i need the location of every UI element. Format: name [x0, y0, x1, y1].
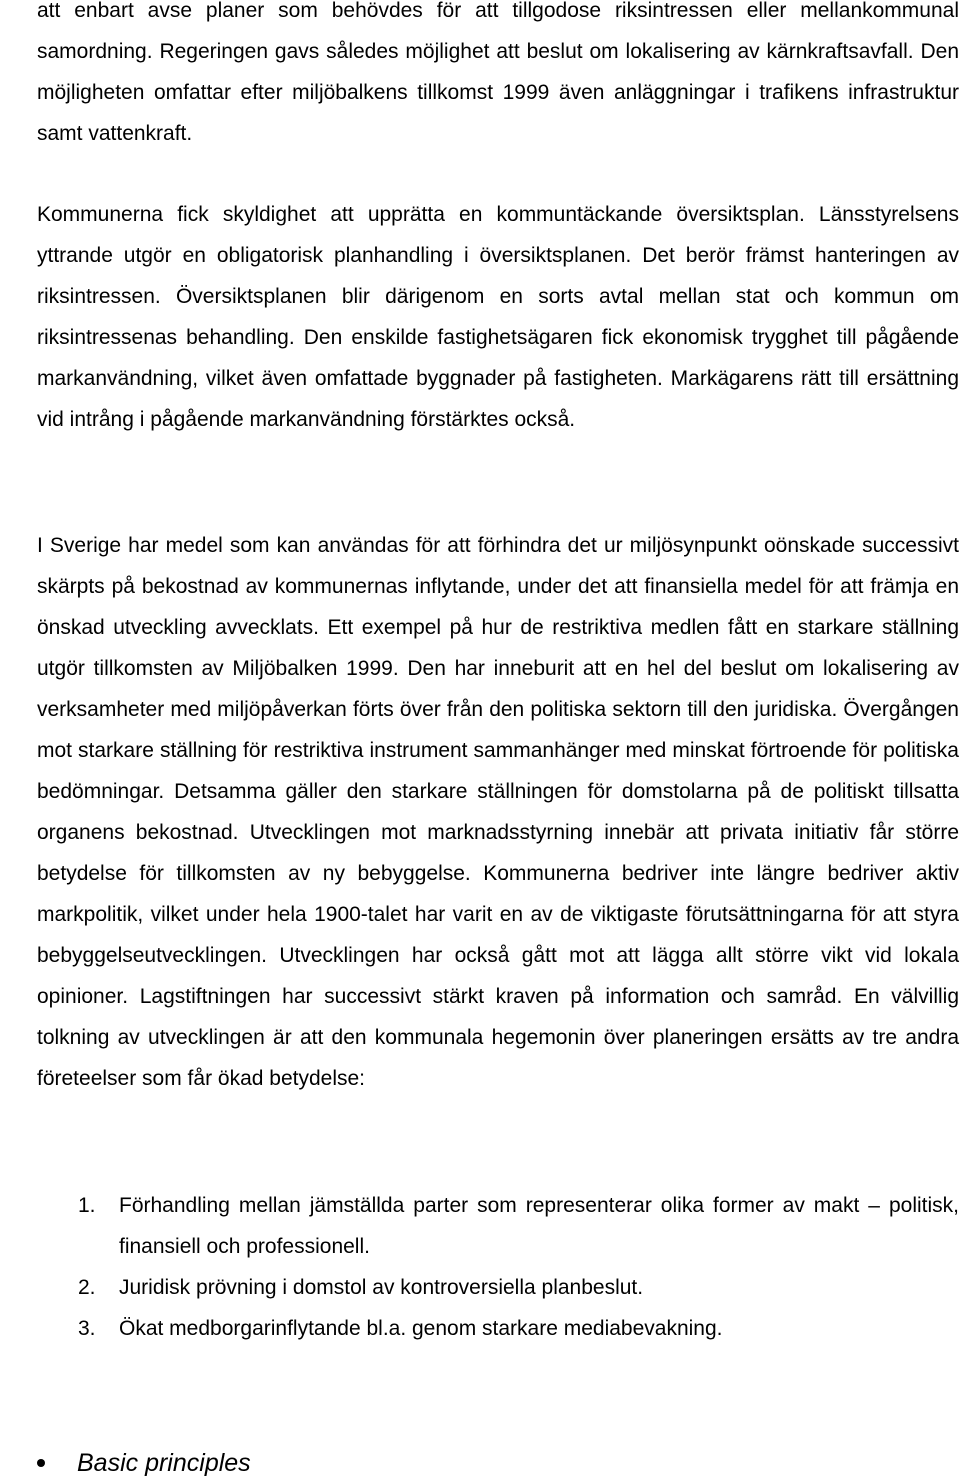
list-item-text: Ökat medborgarinflytande bl.a. genom starkare mediabevakning.	[119, 1317, 723, 1340]
section-heading-bullet	[37, 1443, 437, 1484]
list-item-number: 2.	[78, 1276, 96, 1299]
paragraph-sweden-development: I Sverige har medel som kan användas för att förhindra det ur miljösynpunkt oönskade successivt skärpts på bekostnad av kommunernas inflytande, under det att finansiella medel för att främja en önskad utveckling avvecklats. Ett exempel på hur de restriktiva medlen fått en starkare ställning utgör tillkomsten av Miljöbalken 1999. Den har inneburit att en hel del beslut om lokalisering av verksamheter med miljöpåverkan förts över från den politiska sektorn till den juridiska. Övergången mot starkare ställning för restriktiva instrument sammanhänger med minskat förtroende för politiska bedömningar. Detsamma gäller den starkare ställningen för domstolarna på de politiskt tillsatta organens bekostnad. Utvecklingen mot marknadsstyrning innebär att privata initiativ får större betydelse för tillkomsten av ny bebyggelse. Kommunerna bedriver inte längre bedriver aktiv markpolitik, vilket under hela 1900-talet har varit en av de viktigaste förutsättningarna för att styra bebyggelseutvecklingen. Utvecklingen har också gått mot att lägga allt större vikt vid lokala opinioner. Lagstiftningen har successivt stärkt kraven på information och samråd. En välvillig tolkning av utvecklingen är att den kommunala hegemonin över planeringen ersätts av tre andra företeelser som får ökad betydelse:	[37, 534, 959, 1090]
list-item	[37, 1185, 959, 1267]
list-item-text: Förhandling mellan jämställda parter som representerar olika former av makt – politisk, finansiell och professionell.	[119, 1194, 959, 1258]
list-item	[37, 1308, 959, 1349]
section-heading-text: Basic principles	[77, 1449, 251, 1477]
list-item-number: 1.	[78, 1194, 96, 1217]
list-item	[37, 1267, 959, 1308]
list-item-text: Juridisk prövning i domstol av kontroversiella planbeslut.	[119, 1276, 644, 1299]
paragraph-planning-scope: att enbart avse planer som behövdes för att tillgodose riksintressen eller mellankommunal samordning. Regeringen gavs således möjlighet att beslut om lokalisering av kärnkraftsavfall. Den möjligheten omfattar efter miljöbalkens tillkomst 1999 även anläggningar i trafikens infrastruktur samt vattenkraft.	[37, 0, 959, 145]
bullet-dot-icon	[37, 1459, 45, 1467]
list-item-number: 3.	[78, 1317, 96, 1340]
numbered-list	[37, 1185, 959, 1349]
paragraph-municipal-obligations: Kommunerna fick skyldighet att upprätta en kommuntäckande översiktsplan. Länsstyrelsens yttrande utgör en obligatorisk planhandling i översiktsplanen. Det berör främst hanteringen av riksintressen. Översiktsplanen blir därigenom en sorts avtal mellan stat och kommun om riksintressenas behandling. Den enskilde fastighetsägaren fick ekonomisk trygghet till pågående markanvändning, vilket även omfattade byggnader på fastigheten. Markägarens rätt till ersättning vid intrång i pågående markanvändning förstärktes också.	[37, 203, 959, 431]
